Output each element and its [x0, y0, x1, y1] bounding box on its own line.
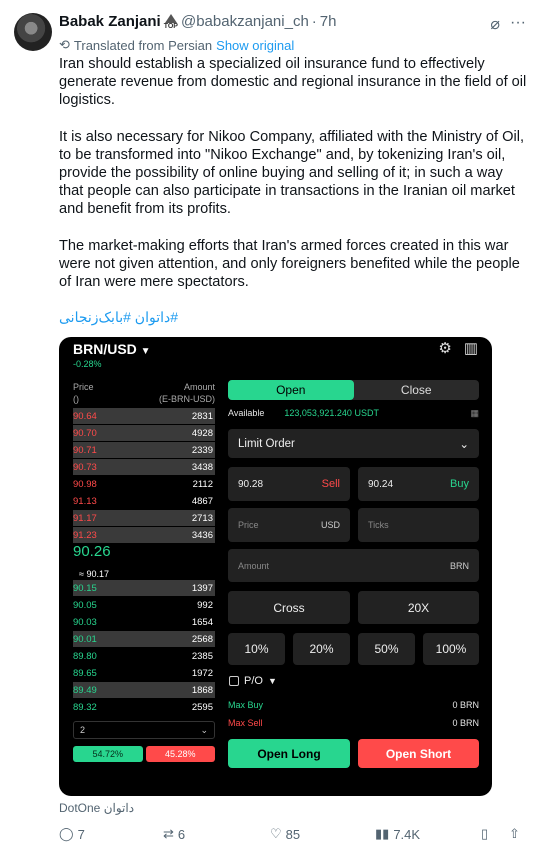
- chevron-down-icon: ⌄: [200, 724, 208, 735]
- percent-10-button: 10%: [228, 633, 285, 665]
- grok-icon[interactable]: ⌀: [490, 16, 501, 33]
- repost-button[interactable]: ⇄ 6: [163, 826, 186, 842]
- hashtags[interactable]: #داتوان #بابک‌زنجانی: [59, 309, 178, 325]
- bid-row: 90.05 992: [73, 599, 213, 611]
- author-name[interactable]: Babak Zanjani: [59, 13, 161, 30]
- repost-icon: ⇄: [163, 826, 174, 841]
- ask-row: 91.23 3436: [73, 527, 215, 543]
- more-icon[interactable]: ···: [510, 14, 526, 31]
- percent-50-button: 50%: [358, 633, 415, 665]
- tab-close: Close: [400, 383, 432, 397]
- ask-row: 91.17 2713: [73, 510, 215, 526]
- heart-icon: ♡: [270, 826, 282, 841]
- dropdown-icon: ▼: [267, 676, 277, 686]
- dropdown-icon: ▼: [140, 346, 151, 357]
- bid-row: 90.01 2568: [73, 631, 215, 647]
- buy-sell-ratio: [73, 746, 215, 762]
- separator-dot: ·: [311, 13, 317, 30]
- translation-label: Translated from Persian: [73, 37, 213, 53]
- chevron-down-icon: ⌄: [459, 438, 469, 451]
- ask-row: 90.73 3438: [73, 459, 215, 475]
- paragraph-2: It is also necessary for Nikoo Company, affiliated with the Ministry of Oil, to be transformed into "Nikoo Exchange" and, by tokenizing Iran's oil, provide the possibility of online buying and selling of it; in such a way that people can also participate in transactions in the Iranian oil market and benefit from its profits.: [59, 129, 525, 217]
- bid-row: 89.80 2385: [73, 650, 213, 662]
- tweet-header: [59, 13, 336, 30]
- percent-20-button: 20%: [293, 633, 350, 665]
- paragraph-3: The market-making efforts that Iran's armed forces created in this war were not given attention, and only foreigners benefited while the people of Iran were mere spectators.: [59, 238, 520, 290]
- bid-row: 90.15 1397: [73, 580, 215, 596]
- bid-row: 89.32 2595: [73, 701, 213, 713]
- ask-row: 90.98 2112: [73, 478, 213, 490]
- ask-row: 90.71 2339: [73, 442, 215, 458]
- top-badge-icon: TOP: [164, 14, 178, 30]
- checkbox-icon: [229, 676, 239, 686]
- sell-price-box: 90.28 Sell: [228, 467, 350, 501]
- views-button[interactable]: ▮▮ 7.4K: [375, 826, 421, 842]
- settings-gear-icon: ⚙: [438, 340, 452, 357]
- orderbook-header: Price () Amount (E-BRN-USD): [73, 382, 215, 404]
- order-type-select: Limit Order ⌄: [228, 429, 479, 458]
- amount-input: Amount BRN: [228, 549, 479, 582]
- reply-button[interactable]: ◯ 7: [59, 826, 85, 842]
- sell-ratio: 45.28%: [146, 746, 216, 762]
- bid-row: 89.49 1868: [73, 682, 215, 698]
- reply-icon: ◯: [59, 826, 74, 841]
- buy-ratio: 54.72%: [73, 746, 143, 762]
- price-change: -0.28%: [73, 359, 102, 369]
- paragraph-1: Iran should establish a specialized oil insurance fund to effectively generate revenue from domestic and regional insurance in the field of oil logistics.: [59, 56, 527, 108]
- max-sell: Max Sell 0 BRN: [228, 718, 479, 728]
- header-actions: [490, 14, 526, 34]
- author-handle[interactable]: @babakzanjani_ch: [180, 13, 309, 30]
- bookmark-icon: ▯: [481, 826, 489, 841]
- pair-selector: BRN/USD ▼: [73, 341, 151, 357]
- percent-100-button: 100%: [423, 633, 479, 665]
- chart-icon: ▥: [463, 340, 478, 357]
- ticks-input: Ticks: [358, 508, 479, 542]
- bid-row: 89.65 1972: [73, 667, 213, 679]
- post-only-toggle: P/O ▼: [229, 675, 277, 687]
- post-time[interactable]: 7h: [319, 13, 337, 30]
- leverage-button: 20X: [358, 591, 479, 624]
- avatar[interactable]: [14, 13, 52, 51]
- tab-open: Open: [228, 380, 354, 400]
- price-input: Price USD: [228, 508, 350, 542]
- bookmark-button[interactable]: [481, 826, 488, 842]
- attached-image-trading-app[interactable]: [59, 337, 492, 796]
- open-close-tabs: [228, 380, 479, 400]
- share-button[interactable]: [509, 826, 520, 842]
- open-short-button: Open Short: [358, 739, 479, 768]
- open-long-button: Open Long: [228, 739, 350, 768]
- ask-row: 90.70 4928: [73, 425, 215, 441]
- ask-row: 90.64 2831: [73, 408, 215, 424]
- bid-row: 90.03 1654: [73, 616, 213, 628]
- translate-icon: ⟲: [59, 37, 70, 52]
- available-balance: Available 123,053,921.240 USDT ▦: [228, 408, 479, 418]
- image-caption: DotOne داتوان: [59, 801, 135, 815]
- share-icon: ⇧: [509, 826, 520, 841]
- depth-select: 2 ⌄: [73, 721, 215, 739]
- margin-mode-button: Cross: [228, 591, 350, 624]
- index-price: ≈ 90.17: [79, 569, 109, 579]
- last-price: 90.26: [73, 543, 111, 560]
- views-icon: ▮▮: [375, 826, 390, 841]
- ask-row: 91.13 4867: [73, 495, 213, 507]
- like-button[interactable]: ♡ 85: [270, 826, 301, 842]
- buy-price-box: 90.24 Buy: [358, 467, 479, 501]
- calculator-icon: ▦: [470, 408, 479, 418]
- show-original-link[interactable]: Show original: [216, 37, 295, 53]
- translation-note: [59, 37, 294, 53]
- app-top-icons: [438, 339, 478, 357]
- max-buy: Max Buy 0 BRN: [228, 700, 479, 710]
